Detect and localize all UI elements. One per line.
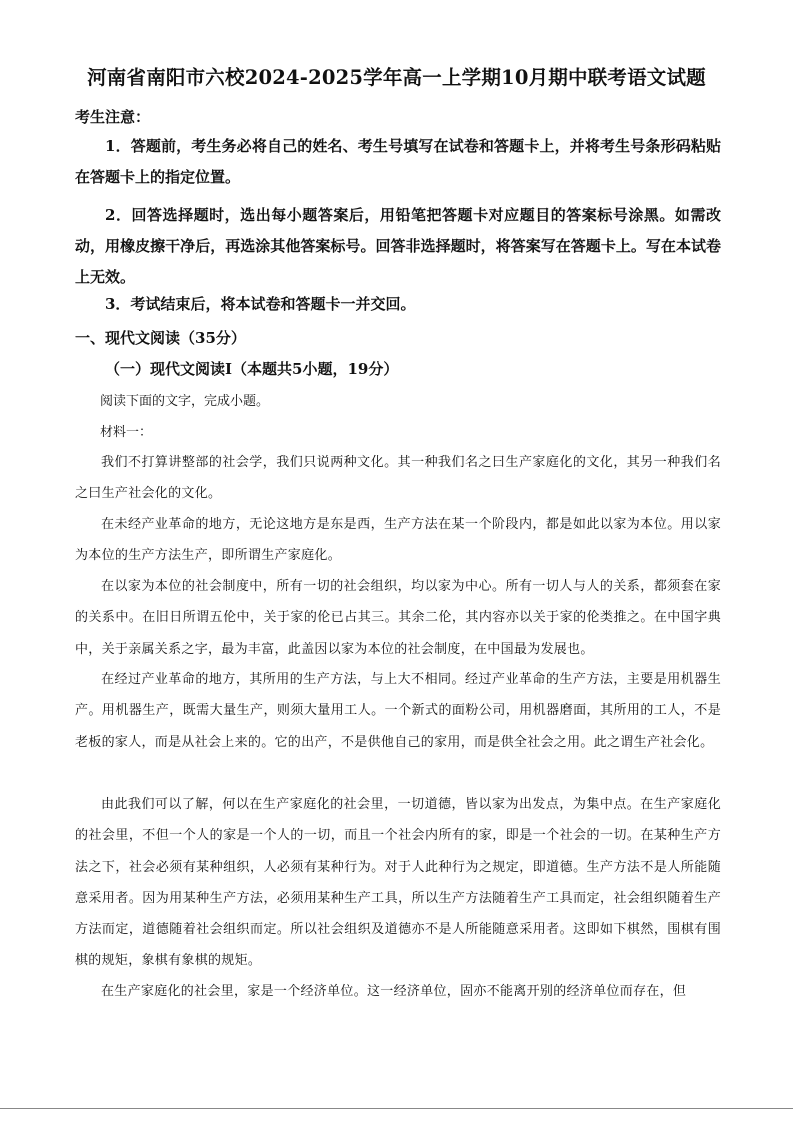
notice-heading: 考生注意： <box>75 108 151 126</box>
passage-paragraph-5: 由此我们可以了解，何以在生产家庭化的社会里，一切道德，皆以家为出发点，为集中点。在生产家庭化的社会里，不但一个人的家是一个人的一切，而且一个社会内所有的家，即是一个社会的一切。在某种生产方法之下，社会必须有某种组织，人必须有某种行为。对于人此种行为之规定，即道德。生产方法不是人所能随意采用者。因为用某种生产方法，必须用某种生产工具，所以生产方法随着生产工具而定，社会组织随着生产方法而定，道德随着社会组织而定。所以社会组织及道德亦不是人所能随意采用者。这即如下棋然，围棋有围棋的规矩，象棋有象棋的规矩。 <box>75 797 721 969</box>
reading-instruction: 阅读下面的文字，完成小题。 <box>100 394 270 409</box>
passage-paragraph-4: 在经过产业革命的地方，其所用的生产方法，与上大不相同。经过产业革命的生产方法，主要是用机器生产。用机器生产，既需大量生产，则须大量用工人。一个新式的面粉公司，用机器磨面，其所用的工人，不是老板的家人，而是从社会上来的。它的出产，不是供他自己的家用，而是供全社会之用。此之谓生产社会化。 <box>75 672 721 750</box>
passage-paragraph-3: 在以家为本位的社会制度中，所有一切的社会组织，均以家为中心。所有一切人与人的关系，都须套在家的关系中。在旧日所谓五伦中，关于家的伦已占其三。其余二伦，其内容亦以关于家的伦类推之。在中国字典中，关于亲属关系之字，最为丰富，此盖因以家为本位的社会制度，在中国最为发展也。 <box>75 579 721 657</box>
passage-paragraph-2: 在未经产业革命的地方，无论这地方是东是西，生产方法在某一个阶段内，都是如此以家为本位。用以家为本位的生产方法生产，即所谓生产家庭化。 <box>75 517 721 564</box>
section-heading: 一、现代文阅读（35分） <box>75 329 246 347</box>
notice-rule-3: 3．考试结束后，将本试卷和答题卡一并交回。 <box>105 295 416 313</box>
exam-title: 河南省南阳市六校2024-2025学年高一上学期10月期中联考语文试题 <box>87 66 706 89</box>
material-label: 材料一： <box>100 425 153 440</box>
passage-paragraph-1: 我们不打算讲整部的社会学，我们只说两种文化。其一种我们名之曰生产家庭化的文化，其另一种我们名之曰生产社会化的文化。 <box>75 455 721 502</box>
passage-paragraph-6: 在生产家庭化的社会里，家是一个经济单位。这一经济单位，固亦不能离开别的经济单位而存在，但 <box>101 984 687 999</box>
subsection-heading: （一）现代文阅读Ⅰ（本题共5小题，19分） <box>105 360 399 378</box>
notice-rule-2: 2．回答选择题时，选出每小题答案后，用铅笔把答题卡对应题目的答案标号涂黑。如需改动，用橡皮擦干净后，再选涂其他答案标号。回答非选择题时，将答案写在答题卡上。写在本试卷上无效。 <box>75 206 721 286</box>
notice-rule-1: 1．答题前，考生务必将自己的姓名、考生号填写在试卷和答题卡上，并将考生号条形码粘贴在答题卡上的指定位置。 <box>75 137 721 186</box>
page-divider <box>0 1108 793 1109</box>
